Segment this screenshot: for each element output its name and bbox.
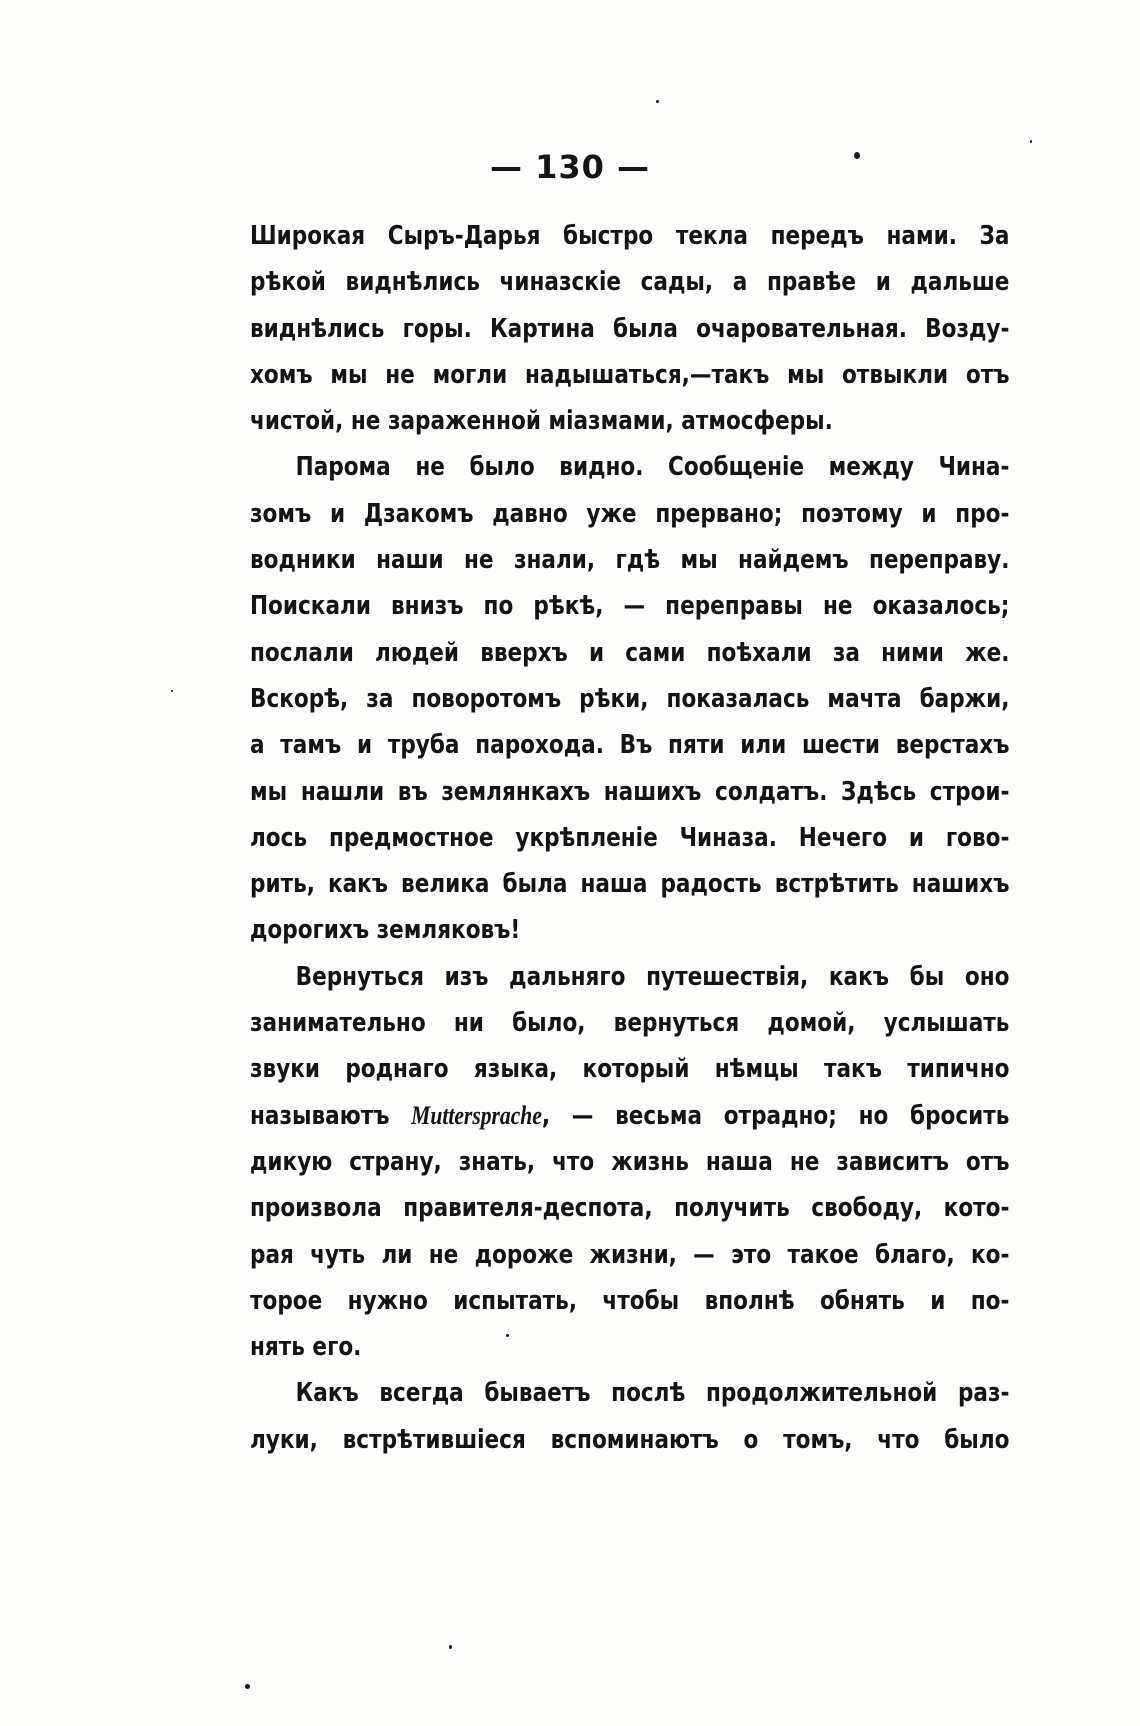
scan-speck: [449, 1645, 452, 1649]
page-number: — 130 —: [489, 148, 651, 186]
text-line-with-italic: [250, 1093, 1009, 1139]
text-line: нять его.: [250, 1332, 362, 1363]
text-line: а тамъ и труба парохода. Въ пяти или шести верстахъ: [250, 730, 1010, 761]
italic-word: Muttersprache: [411, 1100, 542, 1130]
paragraph-4: [250, 1370, 1009, 1463]
text-line: дикую страну, знать, что жизнь наша не зависитъ отъ: [250, 1146, 1010, 1177]
scan-speck: [171, 690, 173, 692]
text-line: послали людей вверхъ и сами поѣхали за ними же.: [250, 637, 1010, 668]
text-fragment: , — весьма отрадно; но бросить: [541, 1100, 1010, 1131]
text-line: Парома не было видно. Сообщеніе между Чина-: [295, 452, 1010, 483]
scan-speck: [1030, 140, 1032, 143]
text-line: Поискали внизъ по рѣкѣ, — переправы не оказалось;: [250, 591, 1010, 622]
text-line: рѣкой виднѣлись чиназскіе сады, а правѣе и дальше: [250, 267, 1010, 298]
text-line: водники наши не знали, гдѣ мы найдемъ переправу.: [250, 545, 1010, 576]
text-line: мы нашли въ землянкахъ нашихъ солдатъ. Здѣсь строи-: [250, 776, 1010, 807]
text-line: виднѣлись горы. Картина была очаровательная. Возду-: [250, 313, 1010, 344]
text-line: дорогихъ земляковъ!: [250, 915, 521, 946]
text-fragment: называютъ: [250, 1100, 390, 1131]
text-line: зомъ и Дзакомъ давно уже прервано; поэтому и про-: [250, 498, 1010, 529]
scan-speck: [656, 100, 659, 103]
text-line: произвола правителя-деспота, получить свободу, кото-: [250, 1193, 1010, 1224]
text-line: Широкая Сыръ-Дарья быстро текла передъ нами. За: [250, 221, 1010, 251]
paragraph-1: [250, 213, 1009, 444]
scan-speck: [506, 1334, 509, 1337]
text-line: звуки роднаго языка, который нѣмцы такъ типично: [250, 1054, 1010, 1085]
text-line: рить, какъ велика была наша радость встрѣтить нашихъ: [250, 869, 1010, 900]
paragraph-3: [250, 954, 1009, 1371]
text-line: лось предмостное укрѣпленіе Чиназа. Нечего и гово-: [250, 822, 1010, 853]
text-line: чистой, не зараженной міазмами, атмосферы.: [250, 406, 833, 437]
text-line: занимательно ни было, вернуться домой, услышать: [250, 1008, 1010, 1039]
text-line: луки, встрѣтившіеся вспоминаютъ о томъ, что было: [250, 1424, 1010, 1455]
text-line: Какъ всегда бываетъ послѣ продолжительной раз-: [295, 1378, 1010, 1409]
text-line: рая чуть ли не дороже жизни, — это такое благо, ко-: [250, 1239, 1010, 1270]
scan-speck: [854, 152, 860, 159]
text-line: Вскорѣ, за поворотомъ рѣки, показалась мачта баржи,: [250, 683, 1010, 714]
text-line: торое нужно испытать, чтобы вполнѣ обнять и по-: [250, 1285, 1010, 1316]
body-text: [250, 213, 1009, 1463]
text-line: Вернуться изъ дальняго путешествія, какъ бы оно: [295, 961, 1010, 992]
text-line: хомъ мы не могли надышаться,—такъ мы отвыкли отъ: [250, 359, 1010, 390]
scan-speck: [245, 1684, 250, 1689]
paragraph-2: [250, 444, 1009, 953]
